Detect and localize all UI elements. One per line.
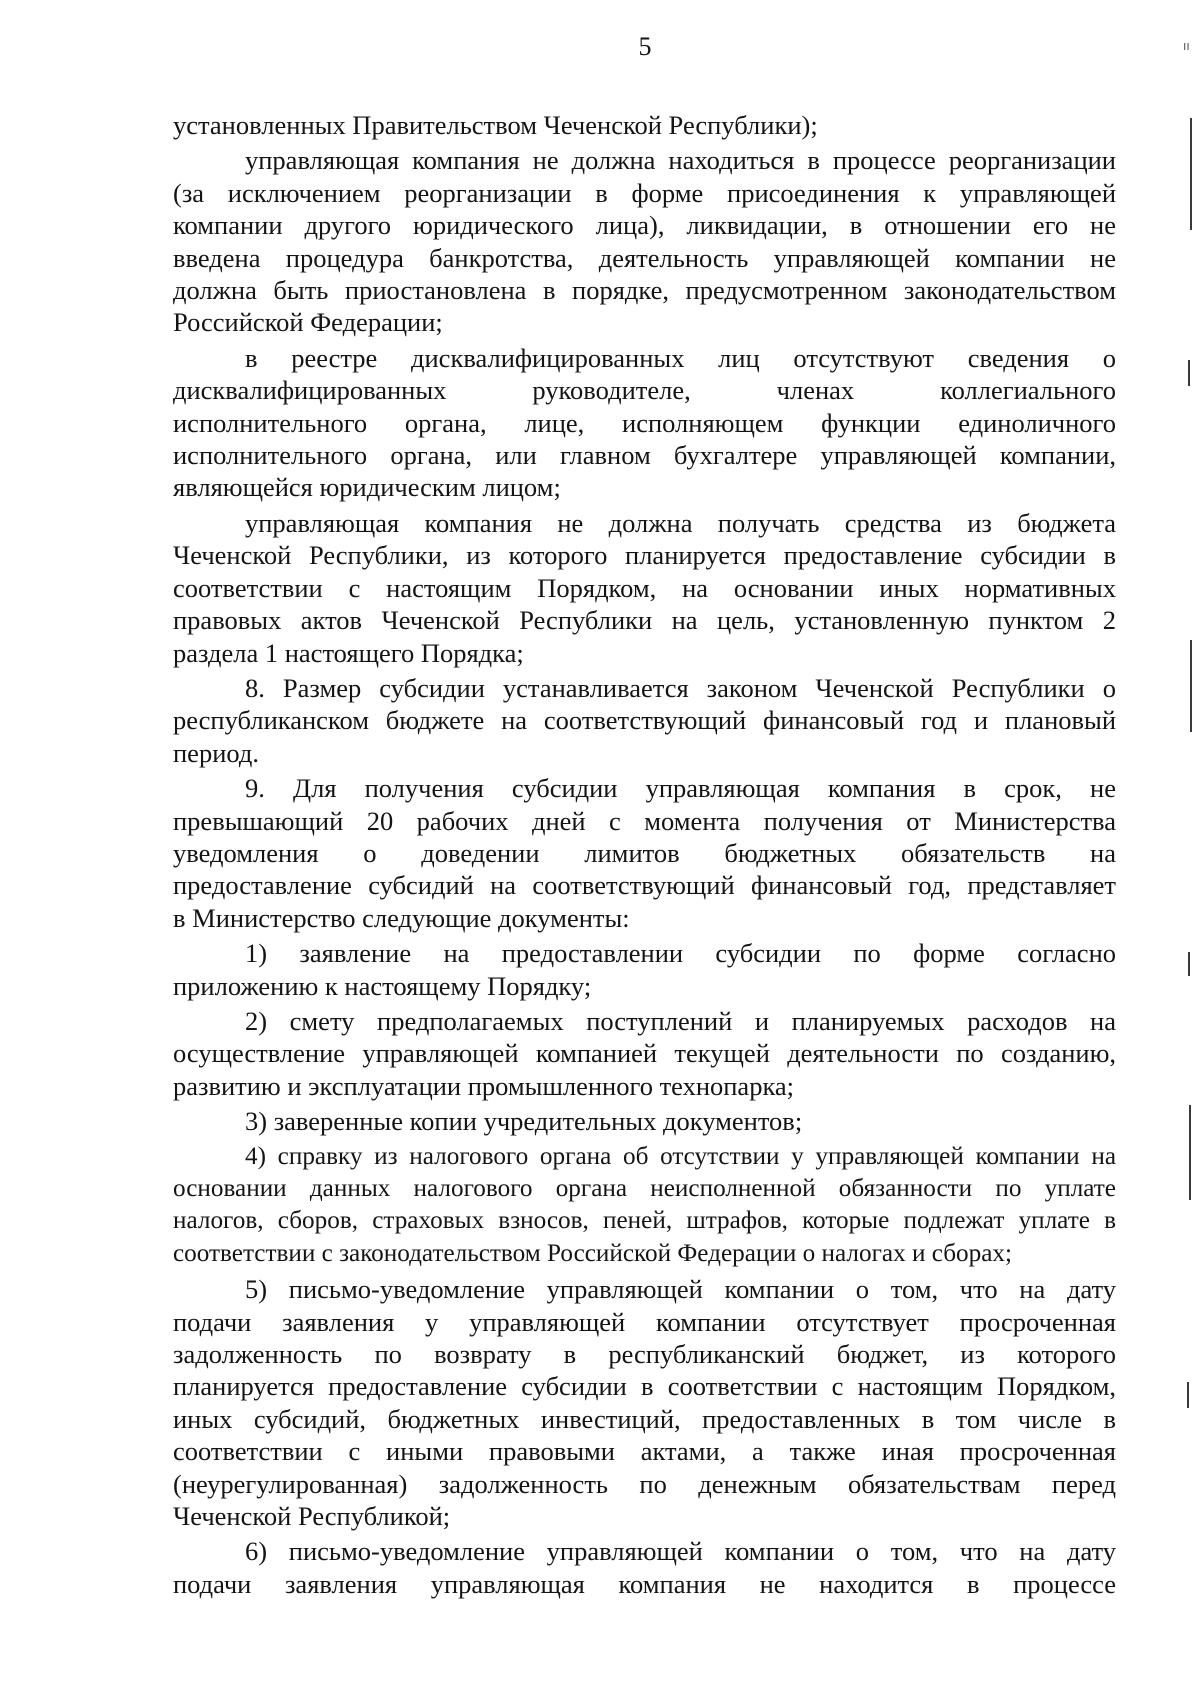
- text-line-row: [173, 869, 1116, 901]
- text-line: правовых актов Чеченской Республики на цель, установленную пунктом 2: [173, 605, 1116, 636]
- text-line-row: [173, 539, 1116, 571]
- text-line: задолженность по возврату в республиканский бюджет, из которого: [173, 1339, 1116, 1370]
- text-line: Чеченской Республикой;: [173, 1501, 451, 1532]
- text-line: основании данных налогового органа неисполненной обязанности по уплате: [173, 1175, 1116, 1202]
- text-line: иных субсидий, бюджетных инвестиций, предоставленных в том числе в: [173, 1403, 1116, 1434]
- list-item-5: [173, 1273, 1116, 1532]
- text-line: 3) заверенные копии учредительных документов;: [245, 1106, 803, 1137]
- text-line-row: [173, 144, 1116, 176]
- text-line: развитию и эксплуатации промышленного технопарка;: [173, 1070, 795, 1101]
- text-line-row: [173, 109, 1116, 141]
- list-item-1: [173, 937, 1116, 1002]
- list-item-4: [173, 1141, 1116, 1271]
- text-line: исполнительного органа, или главном бухгалтере управляющей компании,: [173, 440, 1116, 471]
- text-line-row: [173, 1238, 1116, 1270]
- text-line-row: [173, 1105, 1116, 1137]
- text-line: период.: [173, 737, 259, 768]
- text-line: (за исключением реорганизации в форме присоединения к управляющей: [173, 177, 1116, 208]
- text-line-row: [173, 242, 1116, 274]
- text-line: в Министерство следующие документы:: [173, 902, 630, 933]
- text-line-row: [173, 805, 1116, 837]
- text-line-row: [173, 1535, 1116, 1567]
- text-line-row: [173, 1173, 1116, 1205]
- text-line: должна быть приостановлена в порядке, предусмотренном законодательством: [173, 275, 1116, 306]
- text-line: 6) письмо-уведомление управляющей компании о том, что на дату: [245, 1536, 1116, 1567]
- scan-margin-mark: [1188, 360, 1190, 386]
- scan-corner-mark: ıı: [1183, 39, 1190, 53]
- text-line-row: [173, 837, 1116, 869]
- text-line-row: [173, 306, 1116, 338]
- text-line: установленных Правительством Чеченской Республики);: [173, 110, 818, 140]
- text-line-row: [173, 1468, 1116, 1500]
- text-line-row: [173, 1037, 1116, 1069]
- text-line: соответствии с иными правовыми актами, а также иная просроченная: [173, 1436, 1116, 1467]
- scan-margin-mark: [1190, 118, 1192, 230]
- text-line-row: [173, 209, 1116, 241]
- text-line: Чеченской Республики, из которого планируется предоставление субсидии в: [173, 540, 1116, 571]
- text-line-row: [173, 1205, 1116, 1237]
- text-line-row: [173, 902, 1116, 934]
- text-line: Российской Федерации;: [173, 307, 443, 338]
- text-line: управляющая компания не должна получать средства из бюджета: [245, 507, 1116, 538]
- text-line-row: [173, 507, 1116, 539]
- text-line-row: [173, 772, 1116, 804]
- text-line: компании другого юридического лица), ликвидации, в отношении его не: [173, 210, 1116, 241]
- text-line: дисквалифицированных руководителе, членах коллегиального: [173, 375, 1116, 406]
- text-line-row: [173, 374, 1116, 406]
- text-line-row: [173, 1370, 1116, 1402]
- text-line: соответствии с настоящим Порядком, на основании иных нормативных: [173, 572, 1116, 603]
- paragraph-disqualified-registry: [173, 342, 1116, 504]
- text-line-row: [173, 471, 1116, 503]
- text-line-row: [173, 737, 1116, 769]
- document-body: [173, 109, 1116, 1600]
- text-line-row: [173, 704, 1116, 736]
- text-line: исполнительного органа, лице, исполняющем функции единоличного: [173, 407, 1116, 438]
- text-line: планируется предоставление субсидии в соответствии с настоящим Порядком,: [173, 1371, 1116, 1402]
- text-line: предоставление субсидий на соответствующий финансовый год, представляет: [173, 870, 1116, 901]
- text-line-row: [173, 177, 1116, 209]
- text-line-row: [173, 1338, 1116, 1370]
- text-line-row: [173, 1141, 1116, 1173]
- text-line: введена процедура банкротства, деятельность управляющей компании не: [173, 242, 1116, 273]
- scan-margin-mark: [1188, 952, 1190, 976]
- text-line: превышающий 20 рабочих дней с момента получения от Министерства: [173, 805, 1116, 836]
- scan-margin-mark: [1190, 640, 1192, 732]
- text-line-row: [173, 1070, 1116, 1102]
- paragraph-budget-funds: [173, 507, 1116, 669]
- list-item-3: [173, 1105, 1116, 1137]
- text-line-row: [173, 1306, 1116, 1338]
- paragraph-item-9: [173, 772, 1116, 934]
- text-line-row: [173, 970, 1116, 1002]
- text-line: управляющая компания не должна находиться в процессе реорганизации: [245, 145, 1116, 176]
- text-line: 4) справку из налогового органа об отсутствии у управляющей компании на: [245, 1142, 1116, 1170]
- text-line: подачи заявления управляющая компания не находится в процессе: [173, 1568, 1116, 1599]
- text-line: в реестре дисквалифицированных лиц отсутствуют сведения о: [245, 342, 1116, 373]
- text-line-row: [173, 672, 1116, 704]
- text-line-row: [173, 604, 1116, 636]
- list-item-2: [173, 1005, 1116, 1102]
- text-line: налогов, сборов, страховых взносов, пеней, штрафов, которые подлежат уплате в: [173, 1207, 1116, 1235]
- paragraph-continuation: [173, 109, 1116, 141]
- text-line-row: [173, 1273, 1116, 1305]
- text-line-row: [173, 637, 1116, 669]
- text-line-row: [173, 937, 1116, 969]
- text-line: республиканском бюджете на соответствующий финансовый год и плановый: [173, 705, 1116, 736]
- text-line-row: [173, 1435, 1116, 1467]
- text-line-row: [173, 1500, 1116, 1532]
- text-line: 8. Размер субсидии устанавливается законом Чеченской Республики о: [245, 672, 1116, 703]
- text-line-row: [173, 572, 1116, 604]
- text-line-row: [173, 342, 1116, 374]
- paragraph-item-8: [173, 672, 1116, 769]
- text-line-row: [173, 1005, 1116, 1037]
- text-line: осуществление управляющей компанией текущей деятельности по созданию,: [173, 1038, 1116, 1069]
- text-line: (неурегулированная) задолженность по денежным обязательствам перед: [173, 1468, 1116, 1499]
- text-line: подачи заявления у управляющей компании отсутствует просроченная: [173, 1306, 1116, 1337]
- text-line-row: [173, 1403, 1116, 1435]
- text-line: 5) письмо-уведомление управляющей компании о том, что на дату: [245, 1274, 1116, 1305]
- list-item-6: [173, 1535, 1116, 1600]
- text-line-row: [173, 439, 1116, 471]
- text-line: соответствии с законодательством Российской Федерации о налогах и сборах;: [173, 1239, 1013, 1267]
- scan-margin-mark: [1189, 1105, 1191, 1200]
- text-line-row: [173, 407, 1116, 439]
- text-line: являющейся юридическим лицом;: [173, 472, 561, 503]
- text-line: приложению к настоящему Порядку;: [173, 970, 592, 1001]
- scan-margin-mark: [1187, 1382, 1189, 1408]
- page-number: 5: [638, 32, 652, 61]
- text-line: 2) смету предполагаемых поступлений и планируемых расходов на: [245, 1005, 1116, 1036]
- text-line: раздела 1 настоящего Порядка;: [173, 637, 524, 668]
- text-line: 1) заявление на предоставлении субсидии по форме согласно: [245, 938, 1116, 969]
- text-line-row: [173, 274, 1116, 306]
- text-line: 9. Для получения субсидии управляющая компания в срок, не: [245, 773, 1116, 804]
- text-line-row: [173, 1568, 1116, 1600]
- text-line: уведомления о доведении лимитов бюджетных обязательств на: [173, 837, 1116, 868]
- paragraph-reorganization: [173, 144, 1116, 338]
